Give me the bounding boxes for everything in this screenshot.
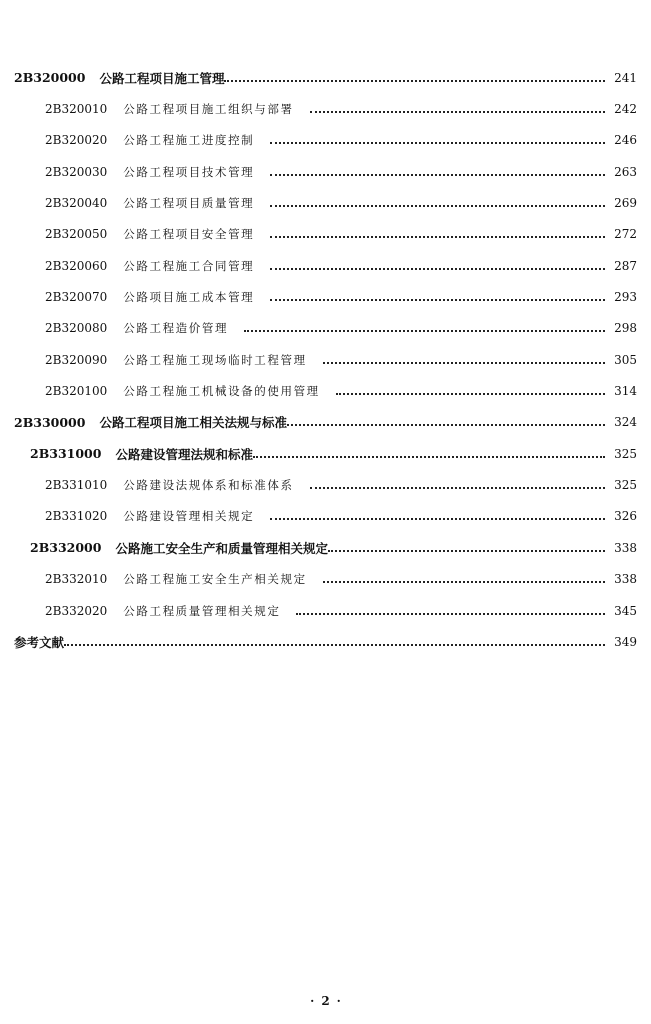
toc-entry-title: 公路建设管理法规和标准 — [115, 446, 253, 462]
toc-entry-code: 2B320040 — [45, 196, 108, 211]
toc-entry[interactable] — [0, 469, 651, 500]
dot-leader — [287, 424, 605, 426]
toc-entry-page: 325 — [614, 446, 637, 461]
toc-entry-code: 2B320050 — [45, 227, 108, 242]
toc-entry-page: 349 — [614, 634, 637, 649]
toc-entry-title: 公路工程项目安全管理 — [123, 227, 255, 242]
toc-entry-code: 参考文献 — [14, 634, 65, 650]
dot-leader — [64, 644, 605, 646]
toc-entry-title: 公路工程项目技术管理 — [123, 164, 255, 179]
toc-entry-page: 272 — [614, 227, 637, 242]
toc-entry-page: 345 — [614, 603, 637, 618]
dot-leader — [253, 456, 605, 458]
toc-entry-page: 324 — [614, 415, 637, 430]
footer-bullet-left: · — [310, 994, 315, 1008]
toc-entry-title: 公路工程项目施工管理 — [99, 70, 225, 86]
toc-entry-page: 263 — [614, 164, 637, 179]
toc-entry-code: 2B320070 — [45, 290, 108, 305]
toc-entry[interactable] — [0, 564, 651, 595]
dot-leader — [323, 581, 605, 583]
toc-entry-page: 298 — [614, 321, 637, 336]
toc-entry[interactable] — [0, 595, 651, 626]
toc-entry-code: 2B320030 — [45, 164, 108, 179]
toc-entry-page: 269 — [614, 196, 637, 211]
toc-entry-title: 公路工程施工安全生产相关规定 — [123, 572, 307, 587]
dot-leader — [270, 236, 605, 238]
toc-entry[interactable] — [0, 313, 651, 344]
toc-entry-page: 326 — [614, 509, 637, 524]
toc-entry[interactable] — [0, 250, 651, 281]
toc-entry[interactable] — [0, 407, 651, 438]
toc-entry-page: 338 — [614, 540, 637, 555]
dot-leader — [224, 80, 605, 82]
dot-leader — [270, 142, 605, 144]
toc-entry-page: 325 — [614, 478, 637, 493]
toc-entry-code: 2B330000 — [14, 414, 86, 430]
toc-entry-code: 2B320060 — [45, 258, 108, 273]
toc-entry-code: 2B332010 — [45, 572, 108, 587]
toc-entry-title: 公路工程项目施工组织与部署 — [123, 102, 294, 117]
toc-entry-code: 2B320100 — [45, 384, 108, 399]
toc-entry[interactable] — [0, 438, 651, 469]
toc-entry-page: 242 — [614, 102, 637, 117]
toc-entry-page: 287 — [614, 258, 637, 273]
toc-entry-title: 公路工程施工合同管理 — [123, 258, 255, 273]
toc-entry-title: 公路工程施工机械设备的使用管理 — [123, 384, 320, 399]
dot-leader — [336, 393, 605, 395]
toc-entry-page: 305 — [614, 352, 637, 367]
toc-entry[interactable] — [0, 626, 651, 657]
toc-entry-code: 2B331000 — [30, 446, 102, 462]
toc-entry-code: 2B332020 — [45, 603, 108, 618]
dot-leader — [270, 299, 605, 301]
toc-entry-code: 2B320020 — [45, 133, 108, 148]
toc-entry-code: 2B331010 — [45, 478, 108, 493]
toc-entry-page: 246 — [614, 133, 637, 148]
toc-entry-code: 2B331020 — [45, 509, 108, 524]
toc-entry-code: 2B320010 — [45, 102, 108, 117]
toc-entry[interactable] — [0, 375, 651, 406]
dot-leader — [270, 205, 605, 207]
toc-entry[interactable] — [0, 281, 651, 312]
dot-leader — [310, 111, 605, 113]
toc-entry[interactable] — [0, 125, 651, 156]
toc-entry-title: 公路工程施工现场临时工程管理 — [123, 352, 307, 367]
toc-entry-page: 241 — [614, 70, 637, 85]
toc-entry[interactable] — [0, 93, 651, 124]
dot-leader — [296, 613, 605, 615]
toc-entry-code: 2B320090 — [45, 352, 108, 367]
toc-entry-page: 293 — [614, 290, 637, 305]
dot-leader — [270, 174, 605, 176]
footer-bullet-right: · — [336, 994, 341, 1008]
footer-page-number: 2 — [321, 994, 330, 1008]
toc-entry-title: 公路施工安全生产和质量管理相关规定 — [115, 540, 328, 556]
toc-entry-code: 2B320000 — [14, 70, 86, 86]
toc-entry-title: 公路工程项目施工相关法规与标准 — [99, 415, 287, 431]
toc-entry-page: 314 — [614, 384, 637, 399]
dot-leader — [323, 362, 605, 364]
toc-entry-title: 公路工程施工进度控制 — [123, 133, 255, 148]
toc-entry-title: 公路工程造价管理 — [123, 321, 229, 336]
toc-entry[interactable] — [0, 501, 651, 532]
toc-entry[interactable] — [0, 532, 651, 563]
toc-entry[interactable] — [0, 219, 651, 250]
toc-entry-title: 公路建设管理相关规定 — [123, 509, 255, 524]
dot-leader — [310, 487, 605, 489]
toc-entry[interactable] — [0, 187, 651, 218]
toc-entry-title: 公路工程质量管理相关规定 — [123, 603, 281, 618]
toc-entry-page: 338 — [614, 572, 637, 587]
toc-entry[interactable] — [0, 344, 651, 375]
table-of-contents — [0, 62, 651, 658]
toc-entry[interactable] — [0, 156, 651, 187]
toc-entry-code: 2B332000 — [30, 540, 102, 556]
toc-entry[interactable] — [0, 62, 651, 93]
dot-leader — [244, 330, 605, 332]
page-footer — [0, 994, 651, 1008]
dot-leader — [328, 550, 605, 552]
toc-entry-title: 公路建设法规体系和标准体系 — [123, 478, 294, 493]
toc-entry-title: 公路项目施工成本管理 — [123, 290, 255, 305]
dot-leader — [270, 518, 605, 520]
toc-entry-code: 2B320080 — [45, 321, 108, 336]
toc-entry-title: 公路工程项目质量管理 — [123, 196, 255, 211]
dot-leader — [270, 268, 605, 270]
